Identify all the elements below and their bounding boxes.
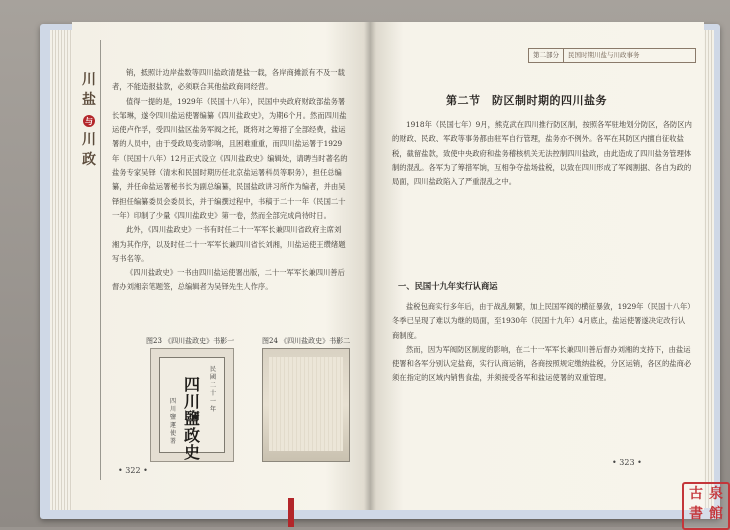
cover-publisher: 四川鹽運使署 [170,398,177,445]
margin-rule [100,40,101,480]
running-header [528,48,696,63]
section-title: 第二节 防区制时期的四川盐务 [446,94,607,107]
paragraph: 盐税包商实行多年后，由于战乱频繁，加上民国军阀的横征暴敛，1929年（民国十八年）冬季已呈现了难以为继的局面，至1930年（民国十九年）4月底止，盐运使署遂决定改行认商制度。 [392,302,691,340]
seal-char: 書 [689,506,703,522]
paragraph: 值得一提的是，1929年（民国十八年），民国中央政府财政部盐务署长邹琳，遂令四川盐运使署编纂《四川盐政史》，为期6个月。然而四川盐运使卢作孚，受四川盐区盐务军阀之托，既将对之筹措了全部经费，盐运署的人员中，由于受政局变动影响，且困难重重，而四川盐运署于1929年（民国十八年）12月正式设立《四川盐政史》编辑处，请聘当时著名的盐务专家吴铎（清末和民国时期历任北京盐运署科员等职务），担任总编纂，并任命盐运署秘书长为副总编纂，民国盐政讲习所作为编者，并由吴铎担任编纂委员会委员长，并于编撰过程中，书稿于二十一年（民国二十一年）印制了少量《四川盐政史》第一卷，然而全部完成尚待时日。 [112,96,348,220]
cover-year: 民國二十一年 [210,366,217,413]
paragraph: 《四川盐政史》一书由四川盐运使署出版，二十一军军长兼四川善后督办刘湘亲笔题签，总编辑者为吴铎先生人作序。 [112,268,345,292]
seal-char: 館 [709,506,723,522]
right-body-text-1 [392,118,692,270]
figure-caption-2: 图24 《四川盐政史》书影二 [262,337,351,345]
side-title-char: 川 [82,132,96,148]
header-part-title: 民国时期川盐与川政事务 [568,51,640,59]
side-title-char: 盐 [82,92,96,108]
paragraph: 然而，因为军阀防区制度的影响，在二十一军军长兼四川善后督办刘湘的支持下，由盐运使署和各军分别认定盐商，实行认商运销，各商按照规定缴纳盐税，分区运销，各区的盐商必须在指定的区域内销售食盐，并须接受各军和盐运使署的双重管理。 [392,344,692,383]
header-part-tag: 第二部分 [529,49,564,62]
paragraph: 销，抵照计边岸盐数等四川盐政清楚盐一载，各岸商摊派有不及一载者，不能造报盐款，必须联合其他盐政商同经营。 [112,68,345,92]
left-body-text [112,66,348,332]
paragraph: 1918年（民国七年）9月，熊克武在四川推行防区制，按照各军驻地划分防区，各防区内的财政、民政、军政等事务都由驻军自行管理，盐务亦不例外。各军在其防区内擅自征收盐税，截留盐款，致使中央政府和盐务稽核机关无法控制四川盐政，由此造成了四川盐务管理体制的混乱。各军为了筹措军饷，互相争夺盐场盐税，以致在四川形成了军阀割据、各自为政的局面，四川盐政陷入了严重混乱之中。 [392,120,692,187]
book-pages [269,357,343,451]
right-body-text-2 [392,300,692,462]
seal-char: 古 [689,486,703,502]
library-seal-stamp [682,482,730,530]
seal-char: 泉 [709,486,723,502]
side-title-char: 川 [82,72,96,88]
figure-caption-1: 图23 《四川盐政史》书影一 [146,337,235,345]
page-number-right: • 323 • [612,458,642,467]
cover-title: 四川鹽政史 [184,375,201,462]
cover-label [159,357,225,462]
side-title-char: 与 [85,116,93,126]
book-pages-photo [262,348,350,462]
book-gutter [364,22,376,510]
subheading: 一、民国十九年实行认商运 [398,281,498,291]
side-running-title [79,70,99,170]
book-cover-photo [150,348,234,462]
bookmark-ribbon[interactable] [288,498,294,527]
side-title-char: 政 [82,152,96,168]
page-number-left: • 322 • [118,466,148,475]
paragraph: 此外，《四川盐政史》一书有时任二十一军军长兼四川省政府主席刘湘为其作序，以及时任二十一军军长兼四川省长刘湘，川盐运使王缵绪题写书名等。 [112,225,346,263]
